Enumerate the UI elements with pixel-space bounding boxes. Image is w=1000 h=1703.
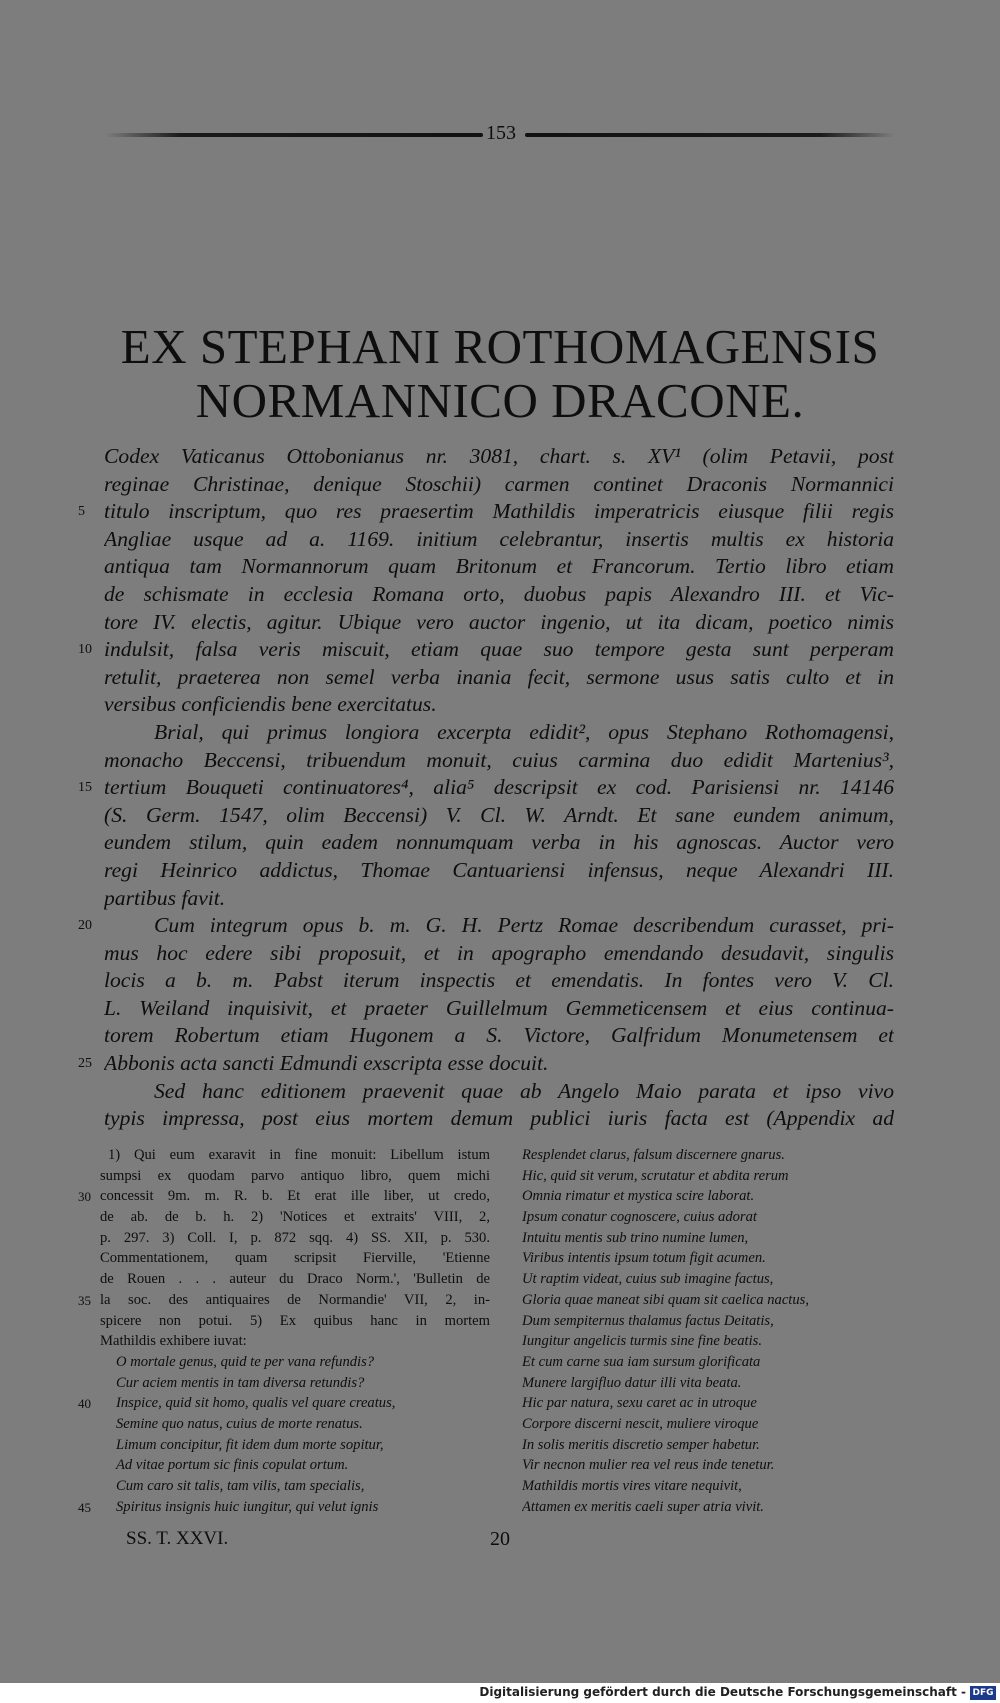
footnote-line: Ad vitae portum sic finis copulat ortum. bbox=[116, 1457, 349, 1474]
line-number: 40 bbox=[78, 1396, 91, 1412]
footnote-line: Mathildis exhibere iuvat: bbox=[100, 1333, 247, 1350]
dfg-logo-icon: DFG bbox=[970, 1686, 996, 1700]
page-number: 153 bbox=[486, 122, 516, 144]
line-number: 35 bbox=[78, 1292, 91, 1308]
verse-line: Mathildis mortis vires vitare nequivit, bbox=[522, 1478, 742, 1494]
line-number: 15 bbox=[78, 780, 92, 796]
body-line: Codex Vaticanus Ottobonianus nr. 3081, chart. s. XV¹ (olim Petavii, post bbox=[104, 444, 894, 468]
page-number-row bbox=[105, 122, 895, 148]
body-line: L. Weiland inquisivit, et praeter Guillelmum Gemmeticensem et eius continua- bbox=[104, 995, 894, 1020]
sheet-number: 20 bbox=[490, 1528, 510, 1550]
footnote-line: de ab. de b. h. 2) 'Notices et extraits' VIII, 2, bbox=[100, 1209, 490, 1226]
body-line: (S. Germ. 1547, olim Beccensi) V. Cl. W. Arndt. Et sane eundem animum, bbox=[104, 802, 894, 827]
body-line: de schismate in ecclesia Romana orto, duobus papis Alexandro III. et Vic- bbox=[104, 581, 894, 606]
verse-line: Ipsum conatur cognoscere, cuius adorat bbox=[522, 1209, 757, 1226]
footnotes-left-column bbox=[100, 1145, 490, 1517]
footnote-line: Cur aciem mentis in tam diversa retundis? bbox=[116, 1374, 365, 1391]
verse-line: Intuitu mentis sub trino numine lumen, bbox=[522, 1229, 749, 1246]
verse-line: Hic par natura, sexu caret ac in utroque bbox=[522, 1395, 757, 1412]
body-line: regi Heinrico addictus, Thomae Cantuariensi infensus, neque Alexandri III. bbox=[104, 857, 894, 882]
footnote-line: Inspice, quid sit homo, qualis vel quare creatus, bbox=[116, 1395, 396, 1412]
verse-line: Ut raptim videat, cuius sub imagine factus, bbox=[522, 1271, 774, 1288]
line-number: 30 bbox=[78, 1189, 91, 1205]
footnote-line: p. 297. 3) Coll. I, p. 872 sqq. 4) SS. XII, p. 530. bbox=[100, 1229, 490, 1246]
verse-line: Corpore discerni nescit, muliere viroque bbox=[522, 1415, 759, 1432]
verse-line: Dum sempiternus thalamus factus Deitatis, bbox=[522, 1312, 774, 1329]
footnote-line: O mortale genus, quid te per vana refundis? bbox=[116, 1353, 375, 1370]
verse-line: Viribus intentis ipsum totum figit acumen. bbox=[522, 1250, 766, 1267]
footer-credit: Digitalisierung gefördert durch die Deutsche Forschungsgemeinschaft - bbox=[479, 1685, 966, 1699]
verse-line: Iungitur angelicis turmis sine fine beatis. bbox=[522, 1333, 762, 1350]
body-line: antiqua tam Normannorum quam Britonum et Francorum. Tertio libro etiam bbox=[104, 554, 894, 579]
verse-line: In solis meritis discretio semper habetur. bbox=[522, 1436, 760, 1453]
body-line: Angliae usque ad a. 1169. initium celebrantur, insertis multis ex historia bbox=[104, 526, 894, 551]
verse-line: Gloria quae maneat sibi quam sit caelica nactus, bbox=[522, 1291, 809, 1308]
document-title bbox=[0, 320, 1000, 428]
footnote-line: de Rouen . . . auteur du Draco Norm.', 'Bulletin de bbox=[100, 1271, 490, 1288]
header-rule-right bbox=[525, 133, 895, 137]
footnote-line: Spiritus insignis huic iungitur, qui velut ignis bbox=[116, 1498, 379, 1515]
verse-line: Resplendet clarus, falsum discernere gnarus. bbox=[522, 1147, 785, 1163]
footnote-line: 1) Qui eum exaravit in fine monuit: Libellum istum bbox=[108, 1147, 490, 1163]
body-line: mus hoc edere sibi proposuit, et in apographo emendando desudavit, singulis bbox=[104, 940, 894, 965]
signature-mark: SS. T. XXVI. bbox=[126, 1528, 229, 1549]
body-line: Cum integrum opus b. m. G. H. Pertz Romae describendum curasset, pri- bbox=[154, 913, 894, 938]
verse-line: Attamen ex meritis caeli super atria vivit. bbox=[522, 1498, 764, 1515]
verse-line: Hic, quid sit verum, scrutatur et abdita rerum bbox=[522, 1167, 789, 1184]
body-line: locis a b. m. Pabst iterum inspectis et emendatis. In fontes vero V. Cl. bbox=[104, 968, 894, 993]
body-line: versibus conficiendis bene exercitatus. bbox=[104, 692, 437, 717]
digitization-footer bbox=[0, 1683, 1000, 1703]
body-text bbox=[104, 443, 894, 1133]
footnote-line: Limum concipitur, fit idem dum morte sopitur, bbox=[116, 1436, 384, 1453]
line-number: 10 bbox=[78, 642, 92, 658]
body-line: retulit, praeterea non semel verba inania fecit, sermone usus satis culto et in bbox=[104, 664, 894, 689]
body-line: monacho Beccensi, tribuendum monuit, cuius carmina duo edidit Martenius³, bbox=[104, 747, 894, 772]
line-number: 20 bbox=[78, 918, 92, 934]
body-line: Sed hanc editionem praevenit quae ab Angelo Maio parata et ipso vivo bbox=[154, 1078, 894, 1103]
body-line: reginae Christinae, denique Stoschii) carmen continet Draconis Normannici bbox=[104, 471, 894, 496]
footnote-line: la soc. des antiquaires de Normandie' VII, 2, in- bbox=[100, 1291, 490, 1308]
verse-line: Munere largifluo datur illi vita beata. bbox=[522, 1374, 742, 1391]
footnote-line: Commentationem, quam scripsit Fierville, 'Etienne bbox=[100, 1250, 490, 1267]
line-number: 45 bbox=[78, 1499, 91, 1515]
line-number: 5 bbox=[78, 504, 85, 520]
footnote-line: sumpsi ex quodam parvo antiquo libro, quem michi bbox=[100, 1167, 490, 1184]
footnote-line: spicere non potui. 5) Ex quibus hanc in mortem bbox=[100, 1312, 490, 1329]
verse-line: Et cum carne sua iam sursum glorificata bbox=[522, 1353, 761, 1370]
body-line: Brial, qui primus longiora excerpta edidit², opus Stephano Rothomagensi, bbox=[154, 719, 894, 744]
body-line: partibus favit. bbox=[104, 885, 226, 910]
verse-line: Vir necnon mulier rea vel reus inde tenetur. bbox=[522, 1457, 775, 1474]
title-line: EX STEPHANI ROTHOMAGENSIS bbox=[120, 319, 880, 374]
body-line: titulo inscriptum, quo res praesertim Mathildis imperatricis eiusque filii regis bbox=[104, 499, 894, 524]
body-line: eundem stilum, quin eadem nonnumquam verba in his agnoscas. Auctor vero bbox=[104, 830, 894, 855]
body-line: tore IV. electis, agitur. Ubique vero auctor ingenio, ut ita dicam, poetico nimis bbox=[104, 609, 894, 634]
title-line: NORMANNICO DRACONE. bbox=[195, 373, 805, 428]
footnote-line: Cum caro sit talis, tam vilis, tam specialis, bbox=[116, 1478, 365, 1494]
footnote-line: Semine quo natus, cuius de morte renatus. bbox=[116, 1415, 363, 1432]
body-line: indulsit, falsa veris miscuit, etiam quae suo tempore gesta sunt perperam bbox=[104, 637, 894, 662]
body-line: torem Robertum etiam Hugonem a S. Victore, Galfridum Monumetensem et bbox=[104, 1023, 894, 1048]
body-line: typis impressa, post eius mortem demum publici iuris facta est (Appendix ad bbox=[104, 1106, 894, 1131]
body-line: tertium Bouqueti continuatores⁴, alia⁵ descripsit ex cod. Parisiensi nr. 14146 bbox=[104, 775, 894, 800]
body-line: Abbonis acta sancti Edmundi exscripta esse docuit. bbox=[104, 1051, 549, 1076]
verse-line: Omnia rimatur et mystica scire laborat. bbox=[522, 1188, 755, 1205]
footnotes-right-column bbox=[522, 1145, 895, 1517]
line-number: 25 bbox=[78, 1056, 92, 1072]
header-rule-left bbox=[105, 133, 483, 137]
footnote-line: concessit 9m. m. R. b. Et erat ille liber, ut credo, bbox=[100, 1188, 490, 1205]
